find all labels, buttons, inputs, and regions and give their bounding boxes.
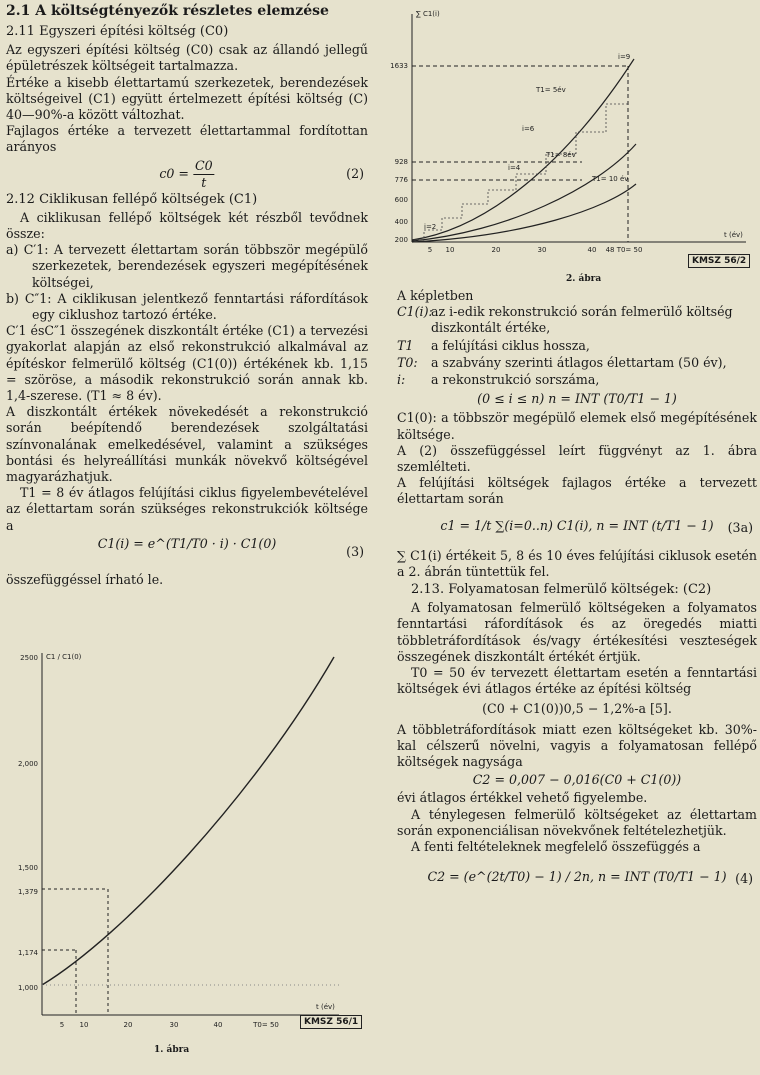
left-column (6, 0, 368, 588)
fig2-ytick-label: 776 (394, 176, 408, 184)
subheading-2-13: 2.13. Folyamatosan felmerülő költségek: (C2) (411, 582, 712, 598)
subheading-2-11: 2.11 Egyszeri építési költség (C0) (6, 24, 229, 39)
figure-2-stamp: KMSZ 56/2 (688, 254, 750, 268)
paragraph: A fenti feltételeknek megfelelő összefüggés a (411, 839, 701, 855)
equation-4 (397, 855, 757, 899)
eq2-num: C0 (193, 158, 215, 175)
paragraph: A (2) összefüggéssel leírt függvényt az 1. ábra szemlélteti. (397, 442, 757, 475)
fig2-curve-label: T1= 5év (536, 86, 566, 94)
range-equation: (0 ≤ i ≤ n) n = INT (T0/T1 − 1) (477, 391, 677, 407)
fig2-ytick-label: 600 (394, 196, 408, 204)
fig1-xtick-label: 10 (79, 1021, 89, 1029)
fig2-ytick-label: 928 (394, 158, 408, 166)
fig2-ylabel: ∑ C1(i) (416, 10, 440, 18)
fig1-yticks (18, 654, 39, 992)
eq4-body: C2 = (e^(2t/T0) − 1) / 2n, n = INT (T0/T1 − 1) (427, 869, 727, 885)
equation-percent: (C0 + C1(0))0,5 − 1,2%-a [5]. (482, 701, 672, 717)
figure-1-caption: 1. ábra (154, 1045, 190, 1055)
fig2-ytick-label: 400 (394, 218, 408, 226)
fig2-xtick-label: 30 (537, 246, 547, 254)
fig1-ytick-label: 1,000 (17, 984, 38, 992)
figure-2-plot (390, 4, 758, 264)
equation-number: (2) (346, 165, 364, 181)
fig1-xticks (60, 1021, 279, 1029)
definition-symbol: i: (397, 372, 406, 388)
equation-number: (3a) (727, 519, 753, 535)
paragraph: A többletráfordítások miatt ezen költségeket kb. 30%-kal célszerű növelni, vagyis a folyamatosan fellépő költségek nagysága (397, 721, 757, 770)
figure-1-stamp: KMSZ 56/1 (300, 1015, 362, 1029)
eq3-body: C1(i) = e^(T1/T0 · i) · C1(0) (97, 535, 277, 551)
paragraph: T0 = 50 év tervezett élettartam esetén a fenntartási költségek évi átlagos értéke az építési költség (397, 665, 757, 697)
fig1-ytick-label: 2500 (20, 654, 38, 662)
eq2-fraction (193, 158, 215, 191)
fig2-curve-label: i=9 (618, 53, 631, 61)
fig1-ytick-label: 2,000 (17, 760, 38, 768)
paragraph: A képletben (397, 288, 474, 303)
paragraph: évi átlagos értékkel vehető figyelembe. (397, 790, 648, 806)
list-item-a: a) C′1: A tervezett élettartam során többször megépülő szerkezetek, berendezések egyszeri megépítésének költségei, (6, 242, 368, 290)
fig2-ytick-label: 1633 (390, 62, 408, 70)
equation-2 (6, 156, 368, 190)
equation-3a (397, 508, 757, 548)
paragraph: Értéke a kisebb élettartamú szerkezetek, berendezések költségeivel (C1) együtt értelmezett építési költség (C) 40—90%-a között változhat. (6, 74, 368, 123)
fig1-ytick-label: 1,174 (17, 949, 38, 957)
fig1-xtick-label: 30 (169, 1021, 179, 1029)
fig2-xtick-label: 40 (587, 246, 597, 254)
fig2-yticks (390, 62, 408, 244)
fig1-xtick-label: 40 (213, 1021, 223, 1029)
figure-1 (4, 645, 366, 1070)
fig1-ytick-label: 1,379 (17, 888, 38, 896)
fig2-xticks (428, 246, 643, 254)
fig2-xtick-label: 48 T0= 50 (605, 246, 643, 254)
eq2-lhs: c0 = (159, 165, 189, 181)
paragraph: A ciklikusan fellépő költségek két részből tevődnek össze: (6, 209, 368, 242)
definition-text: a szabvány szerinti átlagos élettartam (50 év), (431, 354, 727, 370)
fig2-xlabel: t (év) (724, 231, 743, 239)
fig2-xtick-label: 20 (491, 246, 501, 254)
list-item-b: b) C″1: A ciklikusan jelentkező fenntartási ráfordítások egy ciklushoz tartozó értéke. (6, 290, 368, 323)
fig1-xtick-label: 20 (123, 1021, 133, 1029)
definition-symbol: T0: (397, 354, 418, 370)
paragraph: Az egyszeri építési költség (C0) csak az állandó jellegű épületrészek költségeit tartalmazza. (6, 42, 368, 74)
definition-symbol: C1(i): (397, 304, 433, 320)
equation-number: (4) (735, 871, 753, 887)
figure-1-plot (4, 645, 366, 1045)
paragraph: A ténylegesen felmerülő költségeket az élettartam során exponenciálisan növekvőnek feltételezhetjük. (397, 806, 757, 838)
definition-symbol: T1 (397, 337, 414, 353)
paragraph: A folyamatosan felmerülő költségeken a folyamatos fenntartási ráfordítások és az öregedés miatti többletráfordítások és/vagy értékesítési veszteségek összegének diszkontált értékét értjük. (397, 600, 757, 664)
fig2-curve-label: i=4 (508, 164, 521, 172)
fig1-ylabel: C1 / C1(0) (46, 653, 82, 661)
fig2-curve-label: T1= 10 év (592, 175, 629, 183)
fig2-curve-label: i=6 (522, 125, 535, 133)
eq3a-body: c1 = 1/t ∑(i=0..n) C1(i), n = INT (t/T1 − 1) (440, 517, 714, 533)
figure-2 (390, 4, 758, 286)
fig2-xtick-label: 5 (427, 246, 433, 254)
equation-c2: C2 = 0,007 − 0,016(C0 + C1(0)) (472, 772, 682, 788)
fig1-xtick-label: 5 (59, 1021, 65, 1029)
figure-2-caption: 2. ábra (566, 274, 602, 284)
eq2-den: t (201, 174, 207, 190)
definition-text: az i-edik rekonstrukció során felmerülő költség diszkontált értéke, (431, 304, 733, 336)
paragraph: T1 = 8 év átlagos felújítási ciklus figyelembevételével az élettartam során szükséges rekonstrukciók költsége a (6, 485, 368, 533)
paragraph: összefüggéssel írható le. (6, 571, 164, 587)
fig2-xtick-label: 10 (445, 246, 455, 254)
fig1-ytick-label: 1,500 (17, 864, 38, 872)
fig2-ytick-label: 200 (394, 236, 408, 244)
paragraph: A felújítási költségek fajlagos értéke a tervezett élettartam során (397, 475, 757, 507)
fig1-xtick-label: T0= 50 (253, 1021, 279, 1029)
definition-text: a rekonstrukció sorszáma, (431, 372, 600, 388)
equation-number: (3) (346, 543, 364, 559)
definition-list (397, 304, 757, 388)
paragraph: Fajlagos értéke a tervezett élettartammal fordítottan arányos (6, 123, 368, 155)
fig2-curve-label: T1= 8év (546, 151, 576, 159)
fig2-curve-label: i=2 (424, 223, 437, 231)
equation-3 (6, 534, 368, 572)
paragraph: ∑ C1(i) értékeit 5, 8 és 10 éves felújítási ciklusok esetén a 2. ábrán tüntettük fel. (397, 547, 757, 579)
definition-text: a felújítási ciklus hossza, (431, 337, 590, 353)
definition-c10: C1(0): a többször megépülő elemek első megépítésének költsége. (397, 410, 757, 442)
fig2-curve-labels (424, 53, 630, 231)
fig1-xlabel: t (év) (316, 1003, 335, 1011)
paragraph: A diszkontált értékek növekedését a rekonstrukció során beépítendő berendezések szolgáltatási színvonalának emelkedésével, valamint a szükséges bontási és helyreállítási munkák növekvő költségével magyarázhatjuk. (6, 404, 368, 485)
section-heading: 2.1 A költségtényezők részletes elemzése (6, 3, 329, 19)
right-column (397, 288, 757, 899)
paragraph: C′1 ésC″1 összegének diszkontált értéke (C1) a tervezési gyakorlat alapján az első rekonstrukció alkalmával az építéskor felmerülő költség (C1(0)) értékének kb. 1,15 = szöröse, a második rekonstrukció során annak kb. 1,4-szerese. (T1 ≈ 8 év). (6, 323, 369, 404)
subheading-2-12: 2.12 Ciklikusan fellépő költségek (C1) (6, 191, 258, 207)
